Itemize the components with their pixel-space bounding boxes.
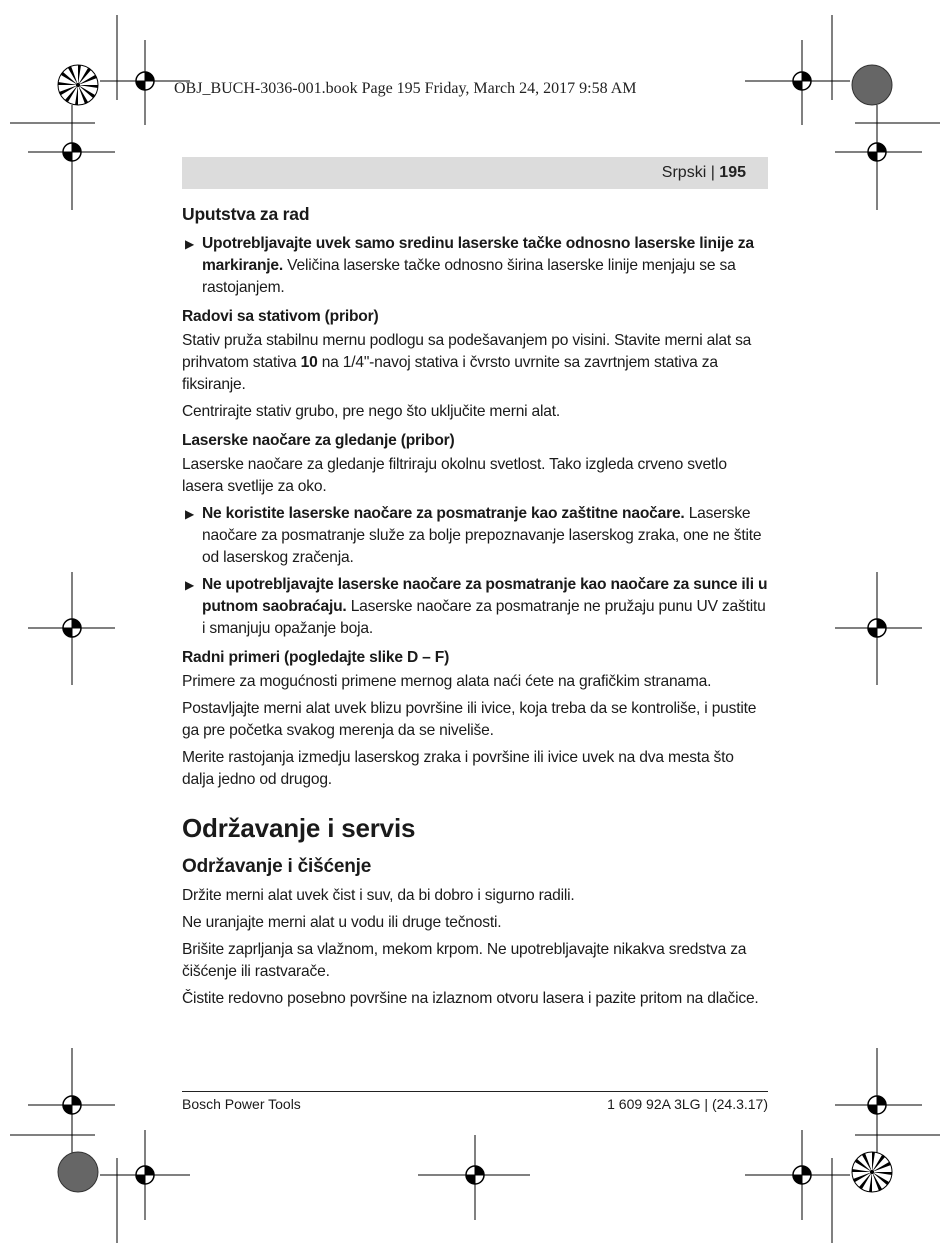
page-header xyxy=(662,164,746,182)
footer-doc-code: 1 609 92A 3LG | (24.3.17) xyxy=(607,1096,768,1112)
subsection-heading-radovi: Radovi sa stativom (pribor) xyxy=(182,308,379,325)
section-heading-odrzavanje: Održavanje i čišćenje xyxy=(182,856,372,877)
print-slug-line: OBJ_BUCH-3036-001.book Page 195 Friday, March 24, 2017 9:58 AM xyxy=(174,80,637,97)
bullet-text: Laserske naočare za posmatranje ne pružaju punu UV zaštitu i smanjuju opažanje boja. xyxy=(202,598,766,637)
paragraph: Brišite zaprljanja sa vlažnom, mekom krpom. Ne upotrebljavajte nikakva sredstva za čišćenje ili rastvarače. xyxy=(182,941,747,980)
subsection-heading-primeri: Radni primeri (pogledajte slike D – F) xyxy=(182,649,450,666)
page-body xyxy=(182,198,768,1015)
paragraph: Držite merni alat uvek čist i suv, da bi dobro i sigurno radili. xyxy=(182,887,575,904)
paragraph: Ne uranjajte merni alat u vodu ili druge tečnosti. xyxy=(182,914,502,931)
footer-publisher: Bosch Power Tools xyxy=(182,1096,301,1112)
paragraph: Centrirajte stativ grubo, pre nego što uključite merni alat. xyxy=(182,403,561,420)
header-language: Srpski xyxy=(661,164,707,181)
paragraph: Postavljajte merni alat uvek blizu površine ili ivice, koja treba da se kontroliše, i pustite ga pre početka svakog merenja da se niveliše. xyxy=(182,700,757,739)
bullet-item xyxy=(182,574,768,640)
bullet-text: Veličina laserske tačke odnosno širina laserske linije menjaju se sa rastojanjem. xyxy=(202,257,736,296)
triangle-bullet-icon: ▶ xyxy=(185,507,195,521)
part-number: 10 xyxy=(300,354,318,371)
chapter-heading: Održavanje i servis xyxy=(182,813,416,843)
section-heading-uputstva: Uputstva za rad xyxy=(182,204,310,224)
paragraph: Čistite redovno posebno površine na izlaznom otvoru lasera i pazite pritom na dlačice. xyxy=(182,990,759,1007)
page-header-bar xyxy=(182,157,768,189)
header-separator: | xyxy=(706,164,720,181)
bullet-bold-text: Ne koristite laserske naočare za posmatranje kao zaštitne naočare. xyxy=(202,505,685,522)
paragraph-text: na 1/4"-navoj stativa i čvrsto uvrnite sa zavrtnjem stativa za fiksiranje. xyxy=(182,354,718,393)
bullet-bold-text: Upotrebljavajte uvek samo sredinu laserske tačke odnosno laserske linije za markiranje. xyxy=(202,235,754,274)
bullet-item xyxy=(182,503,768,569)
paragraph: Laserske naočare za gledanje filtriraju okolnu svetlost. Tako izgleda crveno svetlo lasera svetlije za oko. xyxy=(182,456,727,495)
paragraph xyxy=(182,330,768,396)
bullet-item xyxy=(182,233,768,299)
triangle-bullet-icon: ▶ xyxy=(185,578,195,592)
triangle-bullet-icon: ▶ xyxy=(185,237,195,251)
bullet-bold-text: Ne upotrebljavajte laserske naočare za posmatranje kao naočare za sunce ili u putnom saobraćaju. xyxy=(202,576,768,615)
paragraph: Primere za mogućnosti primene mernog alata naći ćete na grafičkim stranama. xyxy=(182,673,712,690)
footer-rule xyxy=(182,1091,768,1092)
paragraph-text: Stativ pruža stabilnu mernu podlogu sa podešavanjem po visini. Stavite merni alat sa prihvatom stativa xyxy=(182,332,752,371)
bullet-text: Laserske naočare za posmatranje služe za bolje prepoznavanje laserskog zraka, one ne štite od laserskog zračenja. xyxy=(202,505,762,566)
paragraph: Merite rastojanja izmedju laserskog zraka i površine ili ivice uvek na dva mesta što dalja jedno od drugog. xyxy=(182,749,734,788)
subsection-heading-naocare: Laserske naočare za gledanje (pribor) xyxy=(182,432,455,449)
page-number: 195 xyxy=(719,164,746,181)
